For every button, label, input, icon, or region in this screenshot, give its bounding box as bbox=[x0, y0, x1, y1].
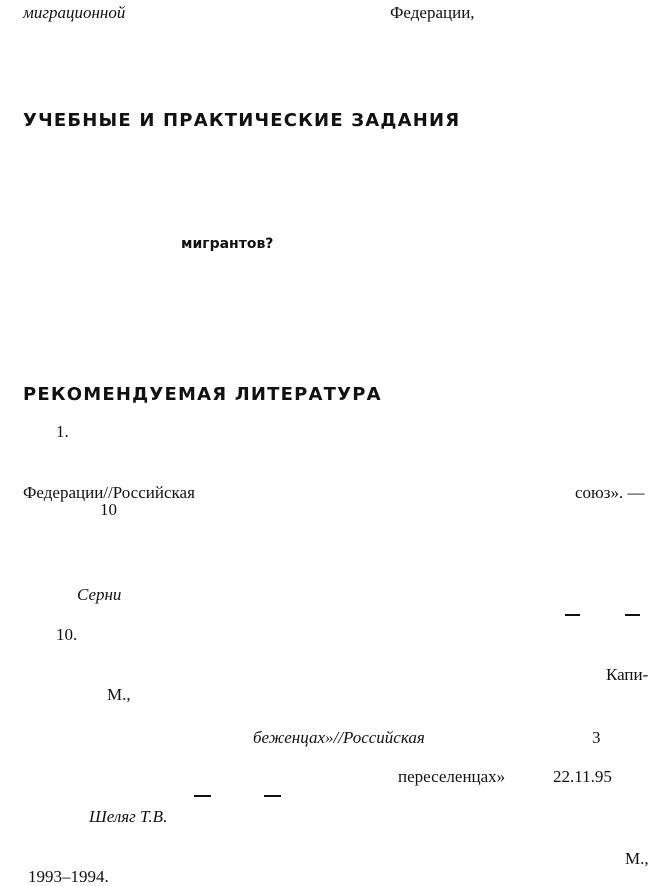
text-fragment-federatsii: Федерации, bbox=[390, 3, 475, 22]
dash-mark bbox=[264, 795, 281, 797]
dash-mark bbox=[625, 614, 640, 616]
text-fragment-soyuz: союз». — bbox=[575, 483, 645, 502]
text-fragment-kapi: Капи- bbox=[606, 665, 649, 684]
text-fragment-migrantov: мигрантов? bbox=[181, 236, 274, 252]
text-fragment-pereselentsah: переселенцах» bbox=[398, 767, 506, 786]
text-fragment-m-2: М., bbox=[625, 849, 649, 868]
text-fragment-3: 3 bbox=[592, 728, 601, 747]
section-heading-tasks: УЧЕБНЫЕ И ПРАКТИЧЕСКИЕ ЗАДАНИЯ bbox=[23, 110, 461, 131]
author-name-serni: Серни bbox=[77, 585, 122, 604]
text-fragment-federatsii-rossiyskaya: Федерации//Российская bbox=[23, 483, 195, 502]
author-name-shelyag: Шеляг Т.В. bbox=[89, 807, 168, 826]
text-fragment-m: М., bbox=[107, 685, 131, 704]
text-fragment-years: 1993–1994. bbox=[28, 867, 109, 886]
text-fragment-bezhentsah: беженцах»//Российская bbox=[253, 728, 425, 747]
section-heading-literature: РЕКОМЕНДУЕМАЯ ЛИТЕРАТУРА bbox=[23, 384, 382, 405]
list-item-number: 1. bbox=[56, 422, 69, 441]
text-fragment-migratsionnoy: миграционной bbox=[23, 3, 126, 22]
text-fragment-10-period: 10. bbox=[56, 625, 78, 644]
text-fragment-date: 22.11.95 bbox=[553, 767, 612, 786]
text-fragment-10: 10 bbox=[100, 500, 117, 519]
dash-mark bbox=[194, 795, 211, 797]
dash-mark bbox=[565, 614, 580, 616]
